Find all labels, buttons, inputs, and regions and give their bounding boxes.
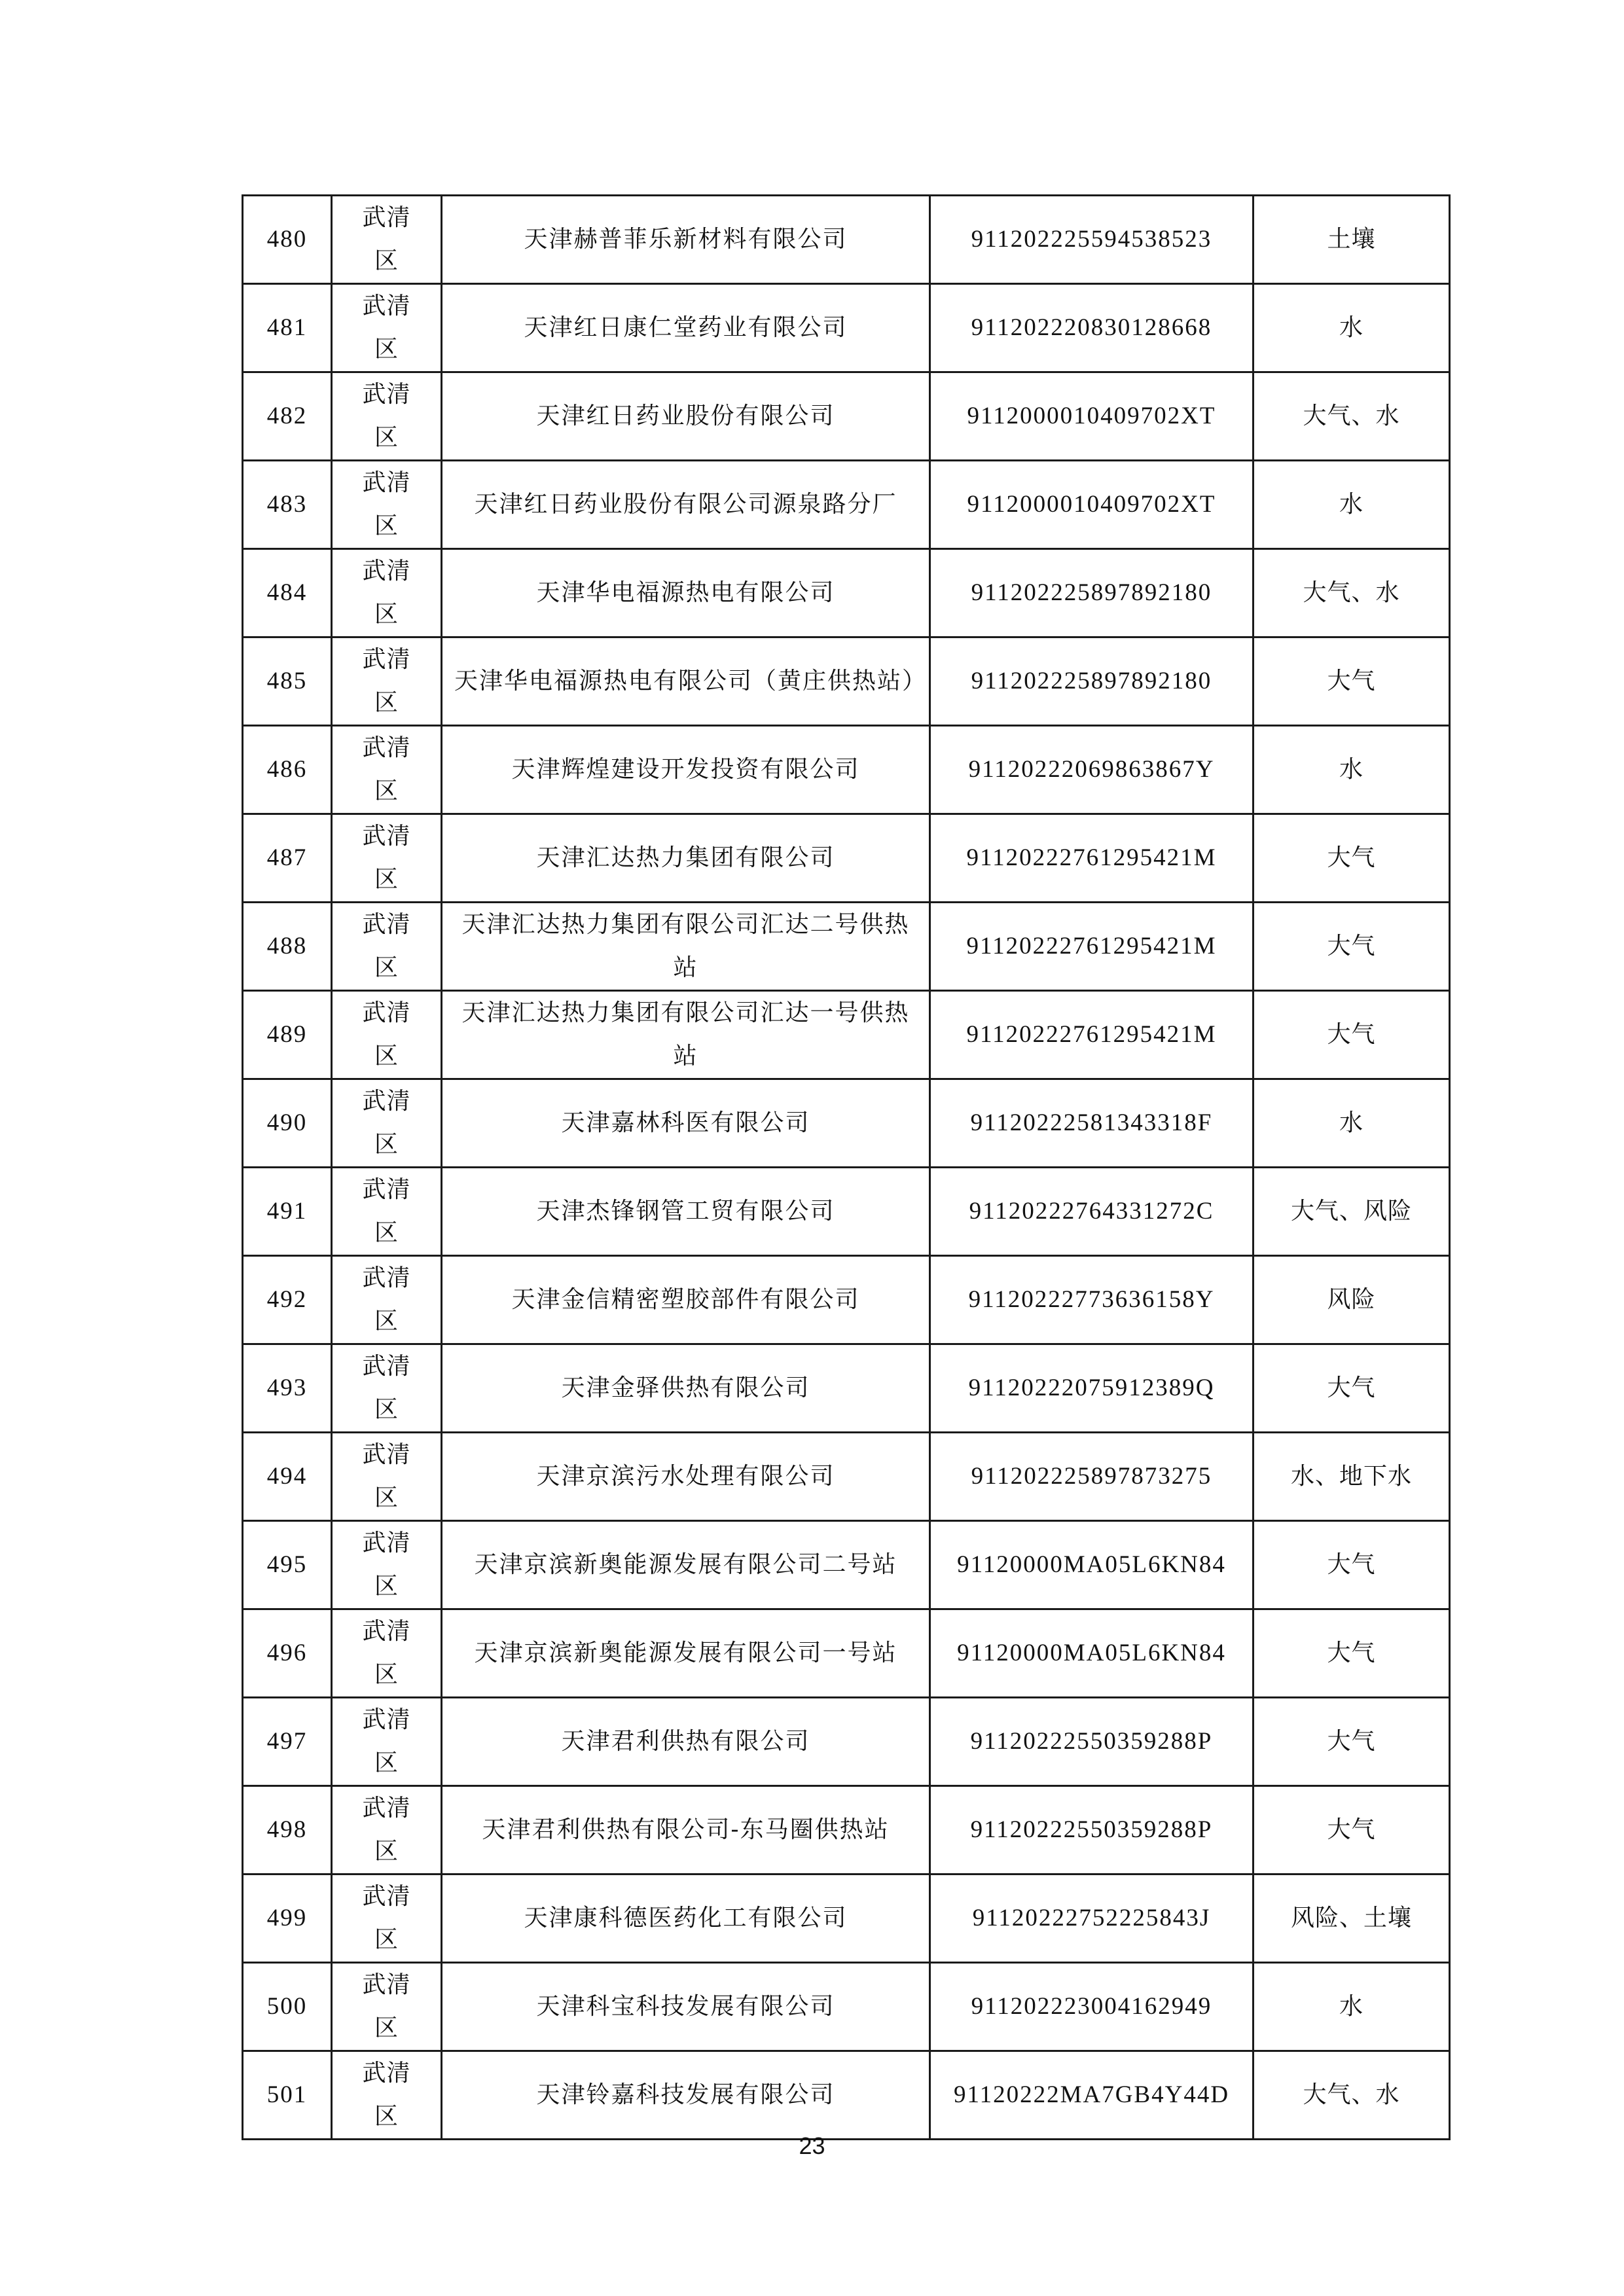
company-name-text: 天津汇达热力集团有限公司 bbox=[536, 844, 835, 871]
company-name-cell bbox=[442, 1874, 930, 1963]
table-row bbox=[243, 461, 1450, 549]
district-cell bbox=[332, 1344, 442, 1433]
company-name-cell bbox=[442, 284, 930, 372]
district-cell bbox=[332, 1698, 442, 1786]
company-name-text: 天津红日药业股份有限公司 bbox=[536, 403, 835, 429]
company-name-text: 天津康科德医药化工有限公司 bbox=[524, 1905, 848, 1931]
credit-code-cell: 91120000MA05L6KN84 bbox=[930, 1609, 1254, 1698]
district-text: 武清区 bbox=[362, 734, 411, 804]
category-cell: 大气 bbox=[1254, 814, 1450, 903]
row-number: 501 bbox=[243, 2051, 332, 2140]
company-name-text: 天津金信精密塑胶部件有限公司 bbox=[511, 1286, 860, 1313]
company-name-cell bbox=[442, 1344, 930, 1433]
row-number: 495 bbox=[243, 1521, 332, 1609]
row-number: 480 bbox=[243, 196, 332, 284]
company-name-text: 天津嘉林科医有限公司 bbox=[561, 1109, 810, 1136]
table-row bbox=[243, 284, 1450, 372]
credit-code-cell: 91120222761295421M bbox=[930, 903, 1254, 991]
company-name-cell bbox=[442, 1963, 930, 2051]
district-cell bbox=[332, 814, 442, 903]
company-name-text: 天津金驿供热有限公司 bbox=[561, 1374, 810, 1401]
district-cell bbox=[332, 991, 442, 1079]
table-row bbox=[243, 1698, 1450, 1786]
table-row bbox=[243, 2051, 1450, 2140]
table-row bbox=[243, 196, 1450, 284]
row-number: 497 bbox=[243, 1698, 332, 1786]
district-cell bbox=[332, 1521, 442, 1609]
credit-code-cell: 9112000010409702XT bbox=[930, 372, 1254, 461]
company-name-text: 天津京滨新奥能源发展有限公司一号站 bbox=[474, 1640, 897, 1666]
company-name-cell bbox=[442, 2051, 930, 2140]
row-number: 486 bbox=[243, 726, 332, 814]
company-name-text: 天津华电福源热电有限公司（黄庄供热站） bbox=[454, 668, 928, 694]
category-cell: 大气、水 bbox=[1254, 549, 1450, 637]
company-name-text: 天津君利供热有限公司 bbox=[561, 1728, 810, 1755]
district-cell bbox=[332, 1168, 442, 1256]
row-number: 482 bbox=[243, 372, 332, 461]
company-name-cell bbox=[442, 372, 930, 461]
row-number: 481 bbox=[243, 284, 332, 372]
district-cell bbox=[332, 549, 442, 637]
category-cell: 大气 bbox=[1254, 1786, 1450, 1874]
category-cell: 大气 bbox=[1254, 1344, 1450, 1433]
credit-code-cell: 911202225897892180 bbox=[930, 549, 1254, 637]
district-text: 武清区 bbox=[362, 558, 411, 628]
credit-code-cell: 911202223004162949 bbox=[930, 1963, 1254, 2051]
district-text: 武清区 bbox=[362, 999, 411, 1069]
company-name-text: 天津华电福源热电有限公司 bbox=[536, 579, 835, 606]
row-number: 492 bbox=[243, 1256, 332, 1344]
credit-code-cell: 91120222550359288P bbox=[930, 1786, 1254, 1874]
company-table bbox=[242, 194, 1451, 2140]
table-row bbox=[243, 549, 1450, 637]
company-name-cell bbox=[442, 1256, 930, 1344]
credit-code-cell: 91120222761295421M bbox=[930, 991, 1254, 1079]
table-row bbox=[243, 637, 1450, 726]
company-name-cell bbox=[442, 903, 930, 991]
company-name-text: 天津赫普菲乐新材料有限公司 bbox=[524, 226, 848, 253]
district-text: 武清区 bbox=[362, 1441, 411, 1511]
category-cell: 大气、风险 bbox=[1254, 1168, 1450, 1256]
table-row bbox=[243, 1874, 1450, 1963]
row-number: 489 bbox=[243, 991, 332, 1079]
category-cell: 水 bbox=[1254, 1079, 1450, 1168]
credit-code-cell: 911202225897873275 bbox=[930, 1433, 1254, 1521]
credit-code-cell: 91120222761295421M bbox=[930, 814, 1254, 903]
company-name-text: 天津京滨新奥能源发展有限公司二号站 bbox=[474, 1551, 897, 1578]
district-cell bbox=[332, 196, 442, 284]
district-cell bbox=[332, 461, 442, 549]
table-row bbox=[243, 372, 1450, 461]
district-text: 武清区 bbox=[362, 293, 411, 363]
district-text: 武清区 bbox=[362, 1176, 411, 1246]
row-number: 493 bbox=[243, 1344, 332, 1433]
row-number: 490 bbox=[243, 1079, 332, 1168]
table-row bbox=[243, 726, 1450, 814]
company-name-cell bbox=[442, 814, 930, 903]
category-cell: 大气 bbox=[1254, 1609, 1450, 1698]
category-cell: 风险 bbox=[1254, 1256, 1450, 1344]
district-cell bbox=[332, 1433, 442, 1521]
district-cell bbox=[332, 1874, 442, 1963]
district-text: 武清区 bbox=[362, 2060, 411, 2130]
row-number: 483 bbox=[243, 461, 332, 549]
district-cell bbox=[332, 637, 442, 726]
credit-code-cell: 9112022258134331​8F bbox=[930, 1079, 1254, 1168]
company-name-text: 天津京滨污水处理有限公司 bbox=[536, 1463, 835, 1490]
credit-code-cell: 91120222075912389Q bbox=[930, 1344, 1254, 1433]
row-number: 500 bbox=[243, 1963, 332, 2051]
company-name-cell bbox=[442, 726, 930, 814]
table-row bbox=[243, 1521, 1450, 1609]
row-number: 491 bbox=[243, 1168, 332, 1256]
table-row bbox=[243, 1433, 1450, 1521]
table-row bbox=[243, 991, 1450, 1079]
credit-code-cell: 9112000010409702XT bbox=[930, 461, 1254, 549]
category-cell: 大气 bbox=[1254, 903, 1450, 991]
company-name-text: 天津汇达热力集团有限公司汇达二号供热站 bbox=[461, 911, 910, 981]
credit-code-cell: 91120222773636158Y bbox=[930, 1256, 1254, 1344]
table-row bbox=[243, 1786, 1450, 1874]
company-name-cell bbox=[442, 549, 930, 637]
district-cell bbox=[332, 1256, 442, 1344]
row-number: 499 bbox=[243, 1874, 332, 1963]
company-name-cell bbox=[442, 1698, 930, 1786]
district-cell bbox=[332, 372, 442, 461]
credit-code-cell: 91120222MA7GB4Y44D bbox=[930, 2051, 1254, 2140]
district-text: 武清区 bbox=[362, 1795, 411, 1865]
company-name-text: 天津君利供热有限公司-东马圈供热站 bbox=[482, 1816, 890, 1843]
district-cell bbox=[332, 284, 442, 372]
district-text: 武清区 bbox=[362, 1971, 411, 2041]
company-name-cell bbox=[442, 1433, 930, 1521]
category-cell: 风险、土壤 bbox=[1254, 1874, 1450, 1963]
row-number: 498 bbox=[243, 1786, 332, 1874]
category-cell: 大气 bbox=[1254, 991, 1450, 1079]
category-cell: 大气 bbox=[1254, 1698, 1450, 1786]
table-row bbox=[243, 1963, 1450, 2051]
category-cell: 大气 bbox=[1254, 1521, 1450, 1609]
table-row bbox=[243, 1168, 1450, 1256]
row-number: 496 bbox=[243, 1609, 332, 1698]
table-row bbox=[243, 1256, 1450, 1344]
credit-code-cell: 91120222550359288P bbox=[930, 1698, 1254, 1786]
district-cell bbox=[332, 903, 442, 991]
category-cell: 大气 bbox=[1254, 637, 1450, 726]
category-cell: 水 bbox=[1254, 1963, 1450, 2051]
category-cell: 水 bbox=[1254, 461, 1450, 549]
company-name-cell bbox=[442, 1079, 930, 1168]
row-number: 494 bbox=[243, 1433, 332, 1521]
company-name-cell bbox=[442, 1521, 930, 1609]
company-name-cell bbox=[442, 196, 930, 284]
table-row bbox=[243, 903, 1450, 991]
category-cell: 水 bbox=[1254, 284, 1450, 372]
credit-code-cell: 91120000MA05L6KN84 bbox=[930, 1521, 1254, 1609]
credit-code-cell: 911202225897892180 bbox=[930, 637, 1254, 726]
company-name-cell bbox=[442, 1786, 930, 1874]
district-text: 武清区 bbox=[362, 1530, 411, 1600]
company-name-cell bbox=[442, 637, 930, 726]
company-name-text: 天津杰锋钢管工贸有限公司 bbox=[536, 1198, 835, 1225]
company-name-cell bbox=[442, 1168, 930, 1256]
table-row bbox=[243, 1344, 1450, 1433]
district-cell bbox=[332, 1786, 442, 1874]
category-cell: 大气、水 bbox=[1254, 2051, 1450, 2140]
table-row bbox=[243, 1609, 1450, 1698]
company-name-cell bbox=[442, 991, 930, 1079]
row-number: 484 bbox=[243, 549, 332, 637]
district-text: 武清区 bbox=[362, 1265, 411, 1335]
district-text: 武清区 bbox=[362, 1088, 411, 1158]
credit-code-cell: 91120222764331272C bbox=[930, 1168, 1254, 1256]
district-text: 武清区 bbox=[362, 381, 411, 451]
row-number: 485 bbox=[243, 637, 332, 726]
district-cell bbox=[332, 2051, 442, 2140]
table-row bbox=[243, 814, 1450, 903]
category-cell: 水、地下水 bbox=[1254, 1433, 1450, 1521]
table-row bbox=[243, 1079, 1450, 1168]
company-name-cell bbox=[442, 1609, 930, 1698]
company-name-text: 天津红日康仁堂药业有限公司 bbox=[524, 314, 848, 341]
credit-code-cell: 91120222069863867Y bbox=[930, 726, 1254, 814]
district-text: 武清区 bbox=[362, 911, 411, 981]
category-cell: 大气、水 bbox=[1254, 372, 1450, 461]
row-number: 487 bbox=[243, 814, 332, 903]
category-cell: 土壤 bbox=[1254, 196, 1450, 284]
district-cell bbox=[332, 1079, 442, 1168]
company-name-text: 天津辉煌建设开发投资有限公司 bbox=[511, 756, 860, 783]
credit-code-cell: 91120222752225843J bbox=[930, 1874, 1254, 1963]
credit-code-cell: 911202220830128668 bbox=[930, 284, 1254, 372]
district-text: 武清区 bbox=[362, 469, 411, 539]
district-text: 武清区 bbox=[362, 823, 411, 893]
district-text: 武清区 bbox=[362, 1618, 411, 1688]
district-cell bbox=[332, 1963, 442, 2051]
district-cell bbox=[332, 1609, 442, 1698]
district-text: 武清区 bbox=[362, 204, 411, 274]
row-number: 488 bbox=[243, 903, 332, 991]
district-text: 武清区 bbox=[362, 646, 411, 716]
page-number: 23 bbox=[799, 2132, 825, 2159]
district-text: 武清区 bbox=[362, 1706, 411, 1776]
company-name-text: 天津科宝科技发展有限公司 bbox=[536, 1993, 835, 2020]
company-name-text: 天津铃嘉科技发展有限公司 bbox=[536, 2081, 835, 2108]
district-text: 武清区 bbox=[362, 1353, 411, 1423]
company-name-text: 天津红日药业股份有限公司源泉路分厂 bbox=[474, 491, 897, 518]
table-body bbox=[243, 196, 1450, 2140]
category-cell: 水 bbox=[1254, 726, 1450, 814]
district-cell bbox=[332, 726, 442, 814]
district-text: 武清区 bbox=[362, 1883, 411, 1953]
company-name-cell bbox=[442, 461, 930, 549]
company-name-text: 天津汇达热力集团有限公司汇达一号供热站 bbox=[461, 999, 910, 1069]
credit-code-cell: 911202225594538523 bbox=[930, 196, 1254, 284]
